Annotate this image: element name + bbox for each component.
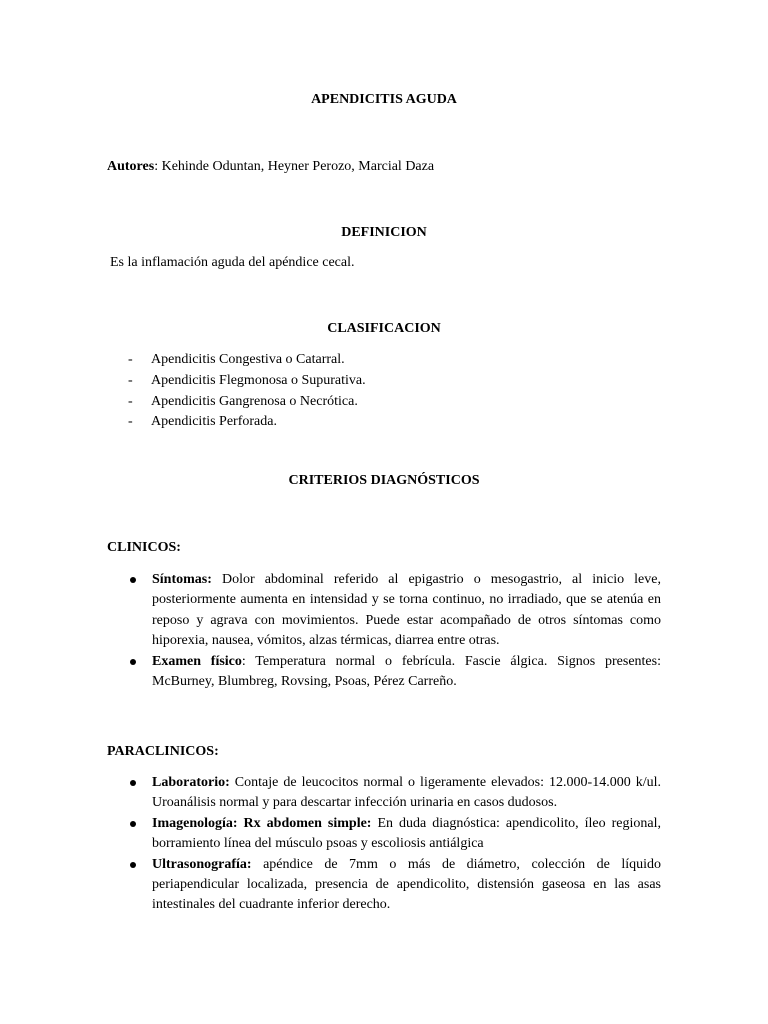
list-item [152, 773, 661, 814]
bullet-icon [130, 862, 136, 868]
list-item [152, 570, 661, 652]
list-item [152, 814, 661, 855]
authors-names: : Kehinde Oduntan, Heyner Perozo, Marcial Daza [154, 159, 435, 174]
item-label: Imagenología: Rx abdomen simple: [152, 815, 372, 831]
classification-item-text: Apendicitis Congestiva o Catarral. [151, 352, 345, 367]
item-label: Ultrasonografía: [152, 856, 252, 872]
classification-item-text: Apendicitis Flegmonosa o Supurativa. [151, 372, 366, 388]
item-text: Contaje de leucocitos normal o ligeramente elevados: 12.000-14.000 k/ul. Uroanálisis normal y para descartar infección urinaria en casos dudosos. [152, 775, 661, 811]
definition-heading: DEFINICION [341, 225, 427, 240]
classification-heading: CLASIFICACION [327, 321, 441, 336]
definition-text: Es la inflamación aguda del apéndice cecal. [110, 255, 355, 270]
classification-item-text: Apendicitis Perforada. [151, 414, 277, 430]
item-label: Examen físico [152, 653, 242, 669]
bullet-icon [130, 821, 136, 827]
authors-label: Autores [107, 159, 155, 174]
item-text: apéndice de 7mm o más de diámetro, colección de líquido periapendicular localizada, presencia de apendicolito, distensión gaseosa en las asas intestinales del cuadrante inferior derecho. [152, 856, 661, 913]
dash-marker: - [128, 414, 133, 430]
dash-marker: - [128, 393, 133, 409]
paraclinical-list [152, 773, 661, 916]
item-text: En duda diagnóstica: apendicolito, íleo regional, borramiento línea del músculo psoas y escoliosis antiálgica [152, 815, 662, 852]
authors-line [107, 159, 434, 175]
clinical-list [152, 570, 661, 692]
dash-marker: - [128, 352, 133, 367]
bullet-icon [130, 659, 136, 665]
clinical-heading: CLINICOS: [107, 540, 181, 555]
classification-item-text: Apendicitis Gangrenosa o Necrótica. [151, 393, 358, 409]
dash-marker: - [128, 372, 133, 388]
list-item [152, 652, 661, 693]
item-text: : Temperatura normal o febrícula. Fascie álgica. Signos presentes: McBurney, Blumbreg, Rovsing, Psoas, Pérez Carreño. [152, 653, 661, 690]
item-text: Dolor abdominal referido al epigastrio o mesogastrio, al inicio leve, posteriormente aumenta en intensidad y se torna continuo, no irradiado, que se atenúa en reposo y agrava con movimientos. Puede estar acompañado de otros síntomas como hiporexia, nausea, vómitos, alzas térmicas, diarrea entre otras. [152, 572, 661, 649]
document-title: APENDICITIS AGUDA [311, 92, 457, 107]
item-label: Síntomas: [152, 572, 212, 587]
bullet-icon [130, 577, 136, 583]
paraclinical-heading: PARACLINICOS: [107, 744, 219, 759]
list-item [152, 855, 661, 916]
bullet-icon [130, 780, 136, 786]
criteria-heading: CRITERIOS DIAGNÓSTICOS [288, 473, 480, 488]
item-label: Laboratorio: [152, 775, 230, 790]
